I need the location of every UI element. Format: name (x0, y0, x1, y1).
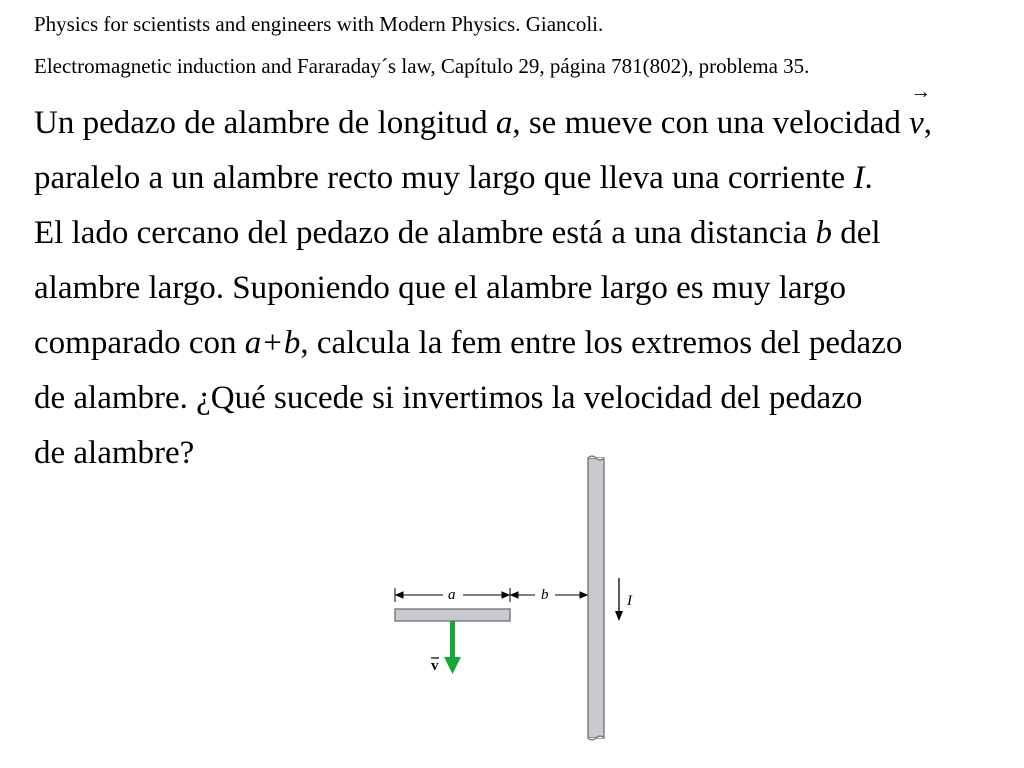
problem-line-4: alambre largo. Suponiendo que el alambre largo es muy largo (34, 270, 846, 306)
var-b: b (815, 215, 833, 251)
plus-sign: + (263, 325, 282, 361)
chapter-reference: Electromagnetic induction and Fararaday´s law, Capítulo 29, página 781(802), problema 35. (34, 54, 810, 78)
problem-line-1: Un pedazo de alambre de longitud a, se mueve con una velocidad → v, (34, 96, 1014, 151)
problem-line-3: El lado cercano del pedazo de alambre está a una distancia b del (34, 215, 881, 251)
problem-statement (34, 79, 1014, 481)
current-label: I (627, 593, 632, 609)
wire-diagram (380, 450, 660, 750)
problem-line-7: de alambre? (34, 435, 195, 471)
book-reference: Physics for scientists and engineers with Modern Physics. Giancoli. (34, 12, 604, 36)
problem-line-6: de alambre. ¿Qué sucede si invertimos la velocidad del pedazo (34, 380, 863, 416)
var-I: I (853, 160, 865, 196)
current-arrow-icon (615, 578, 623, 621)
var-a-sum: a (244, 325, 262, 361)
velocity-label: v (431, 658, 439, 674)
problem-line-2: paralelo a un alambre recto muy largo que lleva una corriente I. (34, 160, 873, 196)
var-a: a (495, 105, 513, 141)
vector-arrow-icon: → (910, 79, 932, 103)
dimension-b (511, 592, 587, 598)
velocity-vector-symbol: → v (909, 79, 932, 141)
velocity-arrow-icon (444, 621, 461, 674)
long-wire (588, 458, 604, 738)
problem-line-5: comparado con a+b, calcula la fem entre los extremos del pedazo (34, 325, 903, 361)
var-b-sum: b (283, 325, 301, 361)
dimension-a-label: a (448, 587, 456, 603)
short-wire-piece (395, 609, 510, 621)
dimension-b-label: b (541, 587, 549, 603)
